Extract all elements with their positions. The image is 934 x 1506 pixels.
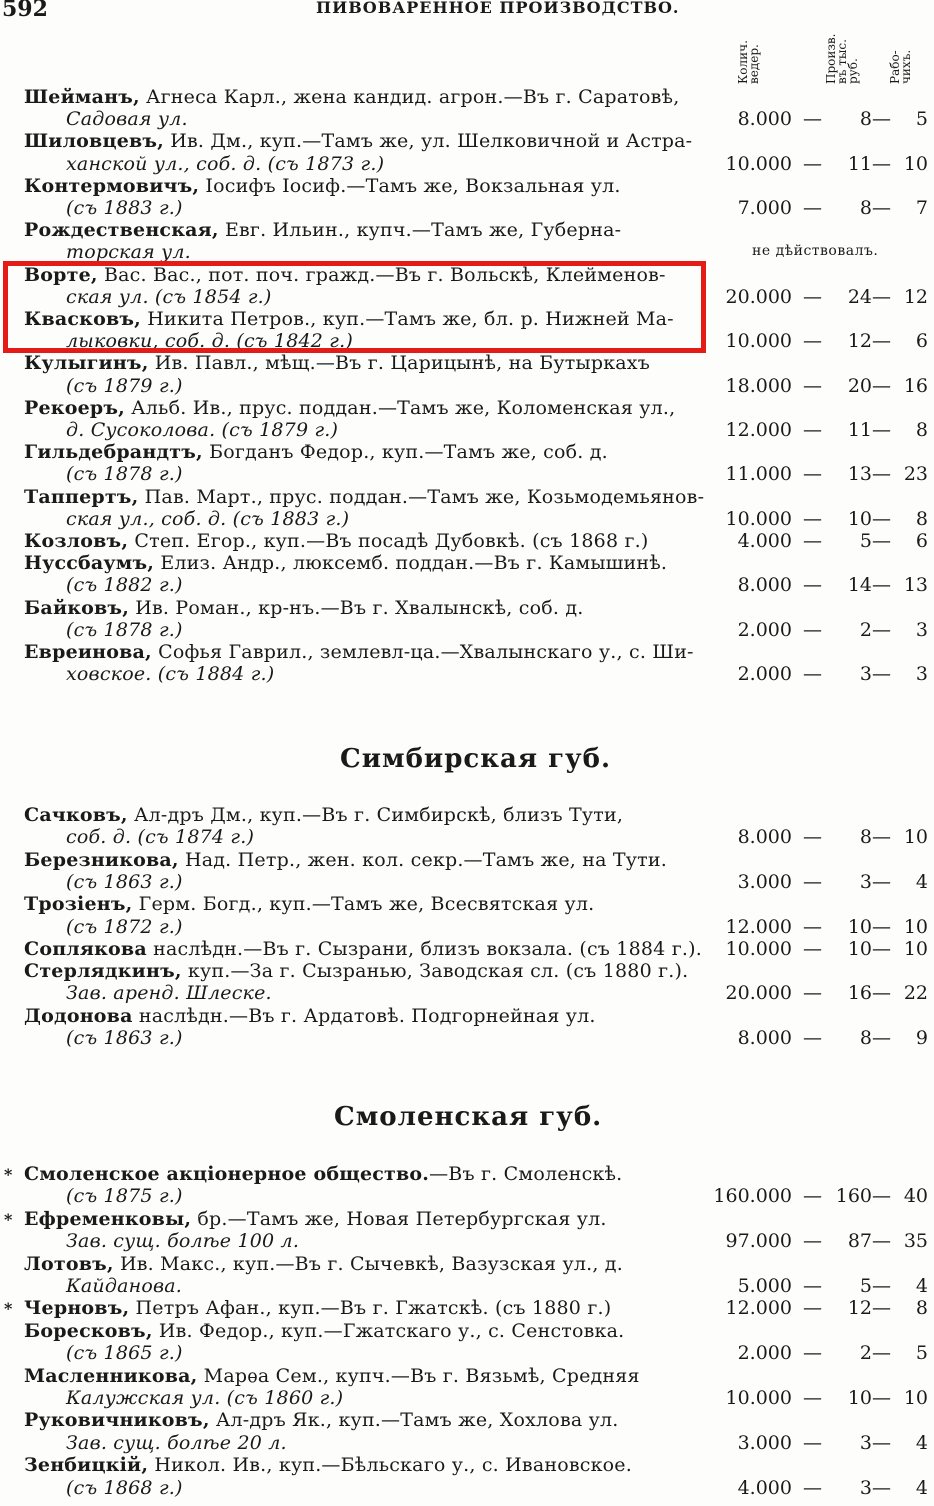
production-value: 24 <box>847 285 872 308</box>
entry-line <box>24 1208 607 1230</box>
owner-name: Таппертъ, <box>24 485 139 508</box>
production-volume: 10.000 <box>725 152 792 175</box>
worker-count: 4 <box>915 1275 928 1297</box>
production-value: 11 <box>847 419 872 441</box>
production-volume: 8.000 <box>737 1027 792 1049</box>
production-volume: 4.000 <box>737 530 792 552</box>
entry-line <box>24 397 675 419</box>
entry-description: Над. Петр., жен. кол. секр.—Тамъ же, на Тути. <box>178 848 667 871</box>
worker-count: 10 <box>903 826 928 849</box>
separator-dash: — <box>803 507 822 530</box>
separator-dash: — <box>803 870 822 893</box>
production-value: 8 <box>859 108 872 131</box>
worker-count: 8 <box>915 507 928 530</box>
entry-line <box>24 1454 632 1476</box>
entry-continuation: Зав. аренд. Шлеске. <box>66 982 272 1005</box>
entry-line <box>24 86 679 108</box>
separator-dash: — <box>803 1230 822 1253</box>
worker-count: 3 <box>915 663 928 686</box>
entry-continuation: ханской ул., соб. д. (съ 1873 г.) <box>66 152 385 175</box>
separator-dash: — <box>872 870 891 893</box>
separator-dash: — <box>803 574 822 597</box>
production-value: 12 <box>847 1297 872 1320</box>
separator-dash: — <box>803 330 822 353</box>
entry-line <box>24 849 667 871</box>
separator-dash: — <box>872 1387 891 1409</box>
separator-dash: — <box>872 618 891 641</box>
separator-dash: — <box>872 663 891 686</box>
entry-line <box>24 804 623 826</box>
entry-continuation: Калужская ул. (съ 1860 г.) <box>66 1387 344 1409</box>
owner-name: Рождественская, <box>24 219 219 242</box>
owner-name: Березникова, <box>24 848 179 871</box>
production-volume: 2.000 <box>737 1342 792 1365</box>
owner-name: Стерлядкинъ, <box>24 960 182 983</box>
production-value: 16 <box>847 982 872 1005</box>
entry-description: наслѣдн.—Въ г. Сызрани, близъ вокзала. (съ 1884 г.). <box>146 937 702 960</box>
production-value: 10 <box>847 937 872 960</box>
production-volume: 8.000 <box>737 574 792 597</box>
production-value: 2 <box>859 1342 872 1365</box>
entry-description: Ив. Макс., куп.—Въ г. Сычевкѣ, Вазузская ул., д. <box>113 1252 623 1275</box>
worker-count: 5 <box>915 108 928 131</box>
column-header-workers: Рабо-чихъ. <box>888 49 913 84</box>
worker-count: 35 <box>903 1230 928 1253</box>
production-volume: 10.000 <box>725 330 792 353</box>
separator-dash: — <box>872 507 891 530</box>
owner-name: Масленникова, <box>24 1364 198 1387</box>
separator-dash: — <box>803 419 822 441</box>
owner-name: Шейманъ, <box>24 86 140 108</box>
entry-description: Альб. Ив., прус. поддан.—Тамъ же, Коломенская ул., <box>124 396 676 419</box>
production-value: 8 <box>859 197 872 219</box>
owner-name: Кулыгинъ, <box>24 352 149 375</box>
owner-name: Сачковъ, <box>24 804 128 826</box>
entry-continuation: торская ул. <box>66 241 191 264</box>
entry-marker: * <box>4 1165 13 1184</box>
worker-count: 6 <box>915 530 928 552</box>
entry-continuation: ская ул. (съ 1854 г.) <box>66 285 272 308</box>
worker-count: 5 <box>915 1342 928 1365</box>
production-value: 2 <box>859 618 872 641</box>
entry-description: Ив. Дм., куп.—Тамъ же, ул. Шелковичной и Астра- <box>163 130 693 153</box>
entry-line <box>24 597 584 619</box>
entry-line <box>24 960 688 982</box>
production-volume: 3.000 <box>737 870 792 893</box>
highlight-box <box>3 261 706 353</box>
entry-description: Ив. Федор., куп.—Гжатскаго у., с. Сенстовка. <box>152 1319 625 1342</box>
separator-dash: — <box>872 463 891 486</box>
entry-continuation: Кайданова. <box>66 1275 183 1297</box>
production-value: 20 <box>847 374 872 397</box>
entry-continuation: соб. д. (съ 1874 г.) <box>66 826 255 849</box>
entry-continuation: (съ 1878 г.) <box>66 463 183 486</box>
entry-marker: * <box>4 1209 13 1229</box>
production-volume: 2.000 <box>737 663 792 686</box>
entry-continuation: Зав. сущ. болѣе 20 л. <box>66 1431 287 1454</box>
owner-name: Ефременковы, <box>24 1207 192 1230</box>
owner-name: Ворте, <box>24 263 98 286</box>
owner-name: Квасковъ, <box>24 308 141 330</box>
entry-continuation: (съ 1868 г.) <box>66 1476 183 1499</box>
entry-description: Вас. Вас., пот. поч. гражд.—Въ г. Вольскѣ, Клейменов- <box>97 263 666 286</box>
production-volume: 97.000 <box>725 1230 792 1253</box>
production-volume: 11.000 <box>725 463 792 486</box>
separator-dash: — <box>872 1431 891 1454</box>
entry-continuation: (съ 1879 г.) <box>66 374 183 397</box>
entry-continuation: (съ 1875 г.) <box>66 1185 183 1208</box>
separator-dash: — <box>872 1230 891 1253</box>
entry-line <box>24 1005 596 1027</box>
entry-line <box>24 486 704 508</box>
separator-dash: — <box>872 152 891 175</box>
production-volume: 18.000 <box>725 374 792 397</box>
entry-description: куп.—За г. Сызранью, Заводская сл. (съ 1880 г.). <box>181 960 689 983</box>
worker-count: 10 <box>903 915 928 938</box>
entry-continuation: Садовая ул. <box>66 108 188 131</box>
entry-line <box>24 1253 623 1275</box>
section-heading-smolensk: Смоленская губ. <box>334 1102 603 1132</box>
production-volume: 10.000 <box>725 937 792 960</box>
owner-name: Евреинова, <box>24 641 152 663</box>
production-volume: 3.000 <box>737 1431 792 1454</box>
entry-description: Софья Гаврил., землевл-ца.—Хвалынскаго у., с. Ши- <box>151 641 694 663</box>
production-value: 160 <box>835 1185 872 1208</box>
separator-dash: — <box>803 1431 822 1454</box>
separator-dash: — <box>872 197 891 219</box>
separator-dash: — <box>803 108 822 131</box>
separator-dash: — <box>872 915 891 938</box>
worker-count: 4 <box>915 1476 928 1499</box>
production-value: 5 <box>859 1275 872 1297</box>
worker-count: 10 <box>903 152 928 175</box>
entry-line <box>24 130 692 152</box>
entry-description: Марѳа Сем., купч.—Въ г. Вязьмѣ, Средняя <box>197 1364 640 1387</box>
worker-count: 40 <box>903 1185 928 1208</box>
entry-line <box>24 641 694 663</box>
separator-dash: — <box>872 1476 891 1499</box>
worker-count: 13 <box>903 574 928 597</box>
entry-line <box>24 893 594 915</box>
entry-continuation: (съ 1863 г.) <box>66 870 183 893</box>
entry-description: Пав. Март., прус. поддан.—Тамъ же, Козьмодемьянов- <box>138 485 705 508</box>
entry-description: бр.—Тамъ же, Новая Петербургская ул. <box>191 1207 607 1230</box>
worker-count: 23 <box>903 463 928 486</box>
separator-dash: — <box>872 937 891 960</box>
entry-continuation: ская ул., соб. д. (съ 1883 г.) <box>66 507 350 530</box>
production-volume: 10.000 <box>725 1387 792 1409</box>
owner-name: Зенбицкій, <box>24 1454 149 1477</box>
entry-description: Петръ Афан., куп.—Въ г. Гжатскѣ. (съ 1880 г.) <box>129 1297 612 1320</box>
owner-name: Гильдебрандтъ, <box>24 441 203 464</box>
production-volume: 4.000 <box>737 1476 792 1499</box>
owner-name: Боресковъ, <box>24 1319 153 1342</box>
entry-description: Агнеса Карл., жена кандид. агрон.—Въ г. Саратовѣ, <box>139 86 680 108</box>
separator-dash: — <box>803 618 822 641</box>
separator-dash: — <box>803 1275 822 1297</box>
separator-dash: — <box>803 1297 822 1320</box>
owner-name: Нуссбаумъ, <box>24 552 155 575</box>
production-volume: 20.000 <box>725 982 792 1005</box>
production-volume: 7.000 <box>737 197 792 219</box>
owner-name: Соплякова <box>24 937 147 960</box>
entry-continuation: ховское. (съ 1884 г.) <box>66 663 275 686</box>
separator-dash: — <box>803 1185 822 1208</box>
entry-description: Богданъ Федор., куп.—Тамъ же, соб. д. <box>202 441 608 464</box>
owner-name: Додонова <box>24 1004 133 1027</box>
worker-count: 9 <box>915 1027 928 1049</box>
separator-dash: — <box>872 574 891 597</box>
entry-line <box>24 1409 619 1431</box>
production-volume: 12.000 <box>725 915 792 938</box>
separator-dash: — <box>872 1297 891 1320</box>
entry-description: Іосифъ Іосиф.—Тамъ же, Вокзальная ул. <box>199 174 621 197</box>
worker-count: 4 <box>915 1431 928 1454</box>
production-value: 8 <box>859 1027 872 1049</box>
column-header-value: Произв. въ тыс. руб. <box>824 33 860 84</box>
separator-dash: — <box>872 982 891 1005</box>
entry-line <box>24 441 608 463</box>
worker-count: 8 <box>915 1297 928 1320</box>
entry-line <box>24 175 621 197</box>
separator-dash: — <box>803 982 822 1005</box>
entry-line <box>24 938 702 960</box>
owner-name: Рекоеръ, <box>24 396 125 419</box>
entry-continuation: (съ 1878 г.) <box>66 618 183 641</box>
production-value: 10 <box>847 1387 872 1409</box>
section-heading-simbirsk: Симбирская губ. <box>340 744 612 774</box>
entry-description: Никол. Ив., куп.—Бѣльскаго у., с. Ивановское. <box>148 1454 632 1477</box>
production-value: 3 <box>859 870 872 893</box>
separator-dash: — <box>872 1027 891 1049</box>
production-value: 3 <box>859 1476 872 1499</box>
entry-marker: * <box>4 1299 13 1319</box>
entry-continuation: Зав. сущ. болѣе 100 л. <box>66 1230 300 1253</box>
production-value: 10 <box>847 507 872 530</box>
production-volume: 12.000 <box>725 419 792 441</box>
entry-continuation: лыковки, соб. д. (съ 1842 г.) <box>66 330 353 353</box>
separator-dash: — <box>803 663 822 686</box>
production-value: 3 <box>859 663 872 686</box>
entry-description: Никита Петров., куп.—Тамъ же, бл. р. Нижней Ма- <box>140 308 674 330</box>
production-value: 10 <box>847 915 872 938</box>
separator-dash: — <box>803 826 822 849</box>
production-value: 5 <box>859 530 872 552</box>
production-value: 3 <box>859 1431 872 1454</box>
production-value: 13 <box>847 463 872 486</box>
entry-description: Ал-дръ Як., куп.—Тамъ же, Хохлова ул. <box>209 1409 619 1432</box>
entry-line <box>24 219 621 241</box>
entry-description: Ив. Роман., кр-нъ.—Въ г. Хвалынскѣ, соб. д. <box>129 596 584 619</box>
worker-count: 12 <box>903 285 928 308</box>
separator-dash: — <box>803 374 822 397</box>
entry-continuation: (съ 1863 г.) <box>66 1027 183 1049</box>
entry-description: Герм. Богд., куп.—Тамъ же, Всесвятская ул. <box>132 893 595 916</box>
worker-count: 16 <box>903 374 928 397</box>
production-volume: 10.000 <box>725 507 792 530</box>
entry-description: —Въ г. Смоленскѣ. <box>429 1163 623 1185</box>
production-volume: 2.000 <box>737 618 792 641</box>
entry-line <box>24 530 648 552</box>
entry-line <box>24 352 650 374</box>
separator-dash: — <box>803 915 822 938</box>
separator-dash: — <box>803 1476 822 1499</box>
separator-dash: — <box>803 1342 822 1365</box>
entry-continuation: (съ 1872 г.) <box>66 915 183 938</box>
production-volume: 20.000 <box>725 285 792 308</box>
separator-dash: — <box>803 285 822 308</box>
production-volume: 160.000 <box>713 1185 792 1208</box>
worker-count: 6 <box>915 330 928 353</box>
entry-line <box>24 1163 622 1185</box>
production-value: 12 <box>847 330 872 353</box>
running-title: ПИВОВАРЕННОЕ ПРОИЗВОДСТВО. <box>316 0 680 17</box>
production-volume: 8.000 <box>737 108 792 131</box>
worker-count: 10 <box>903 1387 928 1409</box>
production-volume: 8.000 <box>737 826 792 849</box>
separator-dash: — <box>872 330 891 353</box>
page-number: 592 <box>2 0 48 22</box>
entry-description: Ив. Павл., мѣщ.—Въ г. Царицынѣ, на Бутыркахъ <box>148 352 651 375</box>
production-volume: 5.000 <box>737 1275 792 1297</box>
separator-dash: — <box>872 530 891 552</box>
owner-name: Смоленское акціонерное общество. <box>24 1163 430 1185</box>
entry-description: Ал-дръ Дм., куп.—Въ г. Симбирскѣ, близъ Тути, <box>127 804 624 826</box>
entry-continuation: (съ 1865 г.) <box>66 1342 183 1365</box>
entry-continuation: (съ 1883 г.) <box>66 197 183 219</box>
owner-name: Черновъ, <box>24 1297 130 1320</box>
production-value: 11 <box>847 152 872 175</box>
separator-dash: — <box>803 1387 822 1409</box>
entry-description: Степ. Егор., куп.—Въ посадѣ Дубовкѣ. (съ 1868 г.) <box>128 530 649 552</box>
separator-dash: — <box>872 285 891 308</box>
worker-count: 7 <box>915 197 928 219</box>
separator-dash: — <box>872 826 891 849</box>
status-note: не дѣйствовалъ. <box>752 243 879 260</box>
entry-continuation: д. Сусоколова. (съ 1879 г.) <box>66 419 339 441</box>
worker-count: 10 <box>903 937 928 960</box>
separator-dash: — <box>872 1275 891 1297</box>
separator-dash: — <box>803 152 822 175</box>
worker-count: 3 <box>915 618 928 641</box>
separator-dash: — <box>803 197 822 219</box>
production-value: 8 <box>859 826 872 849</box>
column-header-production: Колич. ведер. <box>736 40 761 84</box>
entry-continuation: (съ 1882 г.) <box>66 574 183 597</box>
entry-line <box>24 1297 611 1319</box>
worker-count: 8 <box>915 419 928 441</box>
owner-name: Байковъ, <box>24 596 130 619</box>
production-value: 14 <box>847 574 872 597</box>
owner-name: Контермовичъ, <box>24 174 200 197</box>
owner-name: Лотовъ, <box>24 1252 114 1275</box>
entry-description: Евг. Ильин., купч.—Тамъ же, Губерна- <box>218 219 622 242</box>
separator-dash: — <box>872 1342 891 1365</box>
entry-description: наслѣдн.—Въ г. Ардатовѣ. Подгорнейная ул. <box>132 1004 596 1027</box>
production-volume: 12.000 <box>725 1297 792 1320</box>
entry-line <box>24 1365 640 1387</box>
separator-dash: — <box>872 108 891 131</box>
separator-dash: — <box>872 374 891 397</box>
owner-name: Трозіенъ, <box>24 893 133 916</box>
separator-dash: — <box>803 463 822 486</box>
separator-dash: — <box>872 1185 891 1208</box>
worker-count: 4 <box>915 870 928 893</box>
separator-dash: — <box>803 1027 822 1049</box>
separator-dash: — <box>803 937 822 960</box>
owner-name: Руковичниковъ, <box>24 1409 210 1432</box>
owner-name: Козловъ, <box>24 530 129 552</box>
entry-description: Елиз. Андр., люксемб. поддан.—Въ г. Камышинѣ. <box>154 552 668 575</box>
entry-line <box>24 1320 624 1342</box>
separator-dash: — <box>803 530 822 552</box>
separator-dash: — <box>872 419 891 441</box>
entry-line <box>24 552 667 574</box>
worker-count: 22 <box>903 982 928 1005</box>
production-value: 87 <box>847 1230 872 1253</box>
owner-name: Шиловцевъ, <box>24 130 164 153</box>
